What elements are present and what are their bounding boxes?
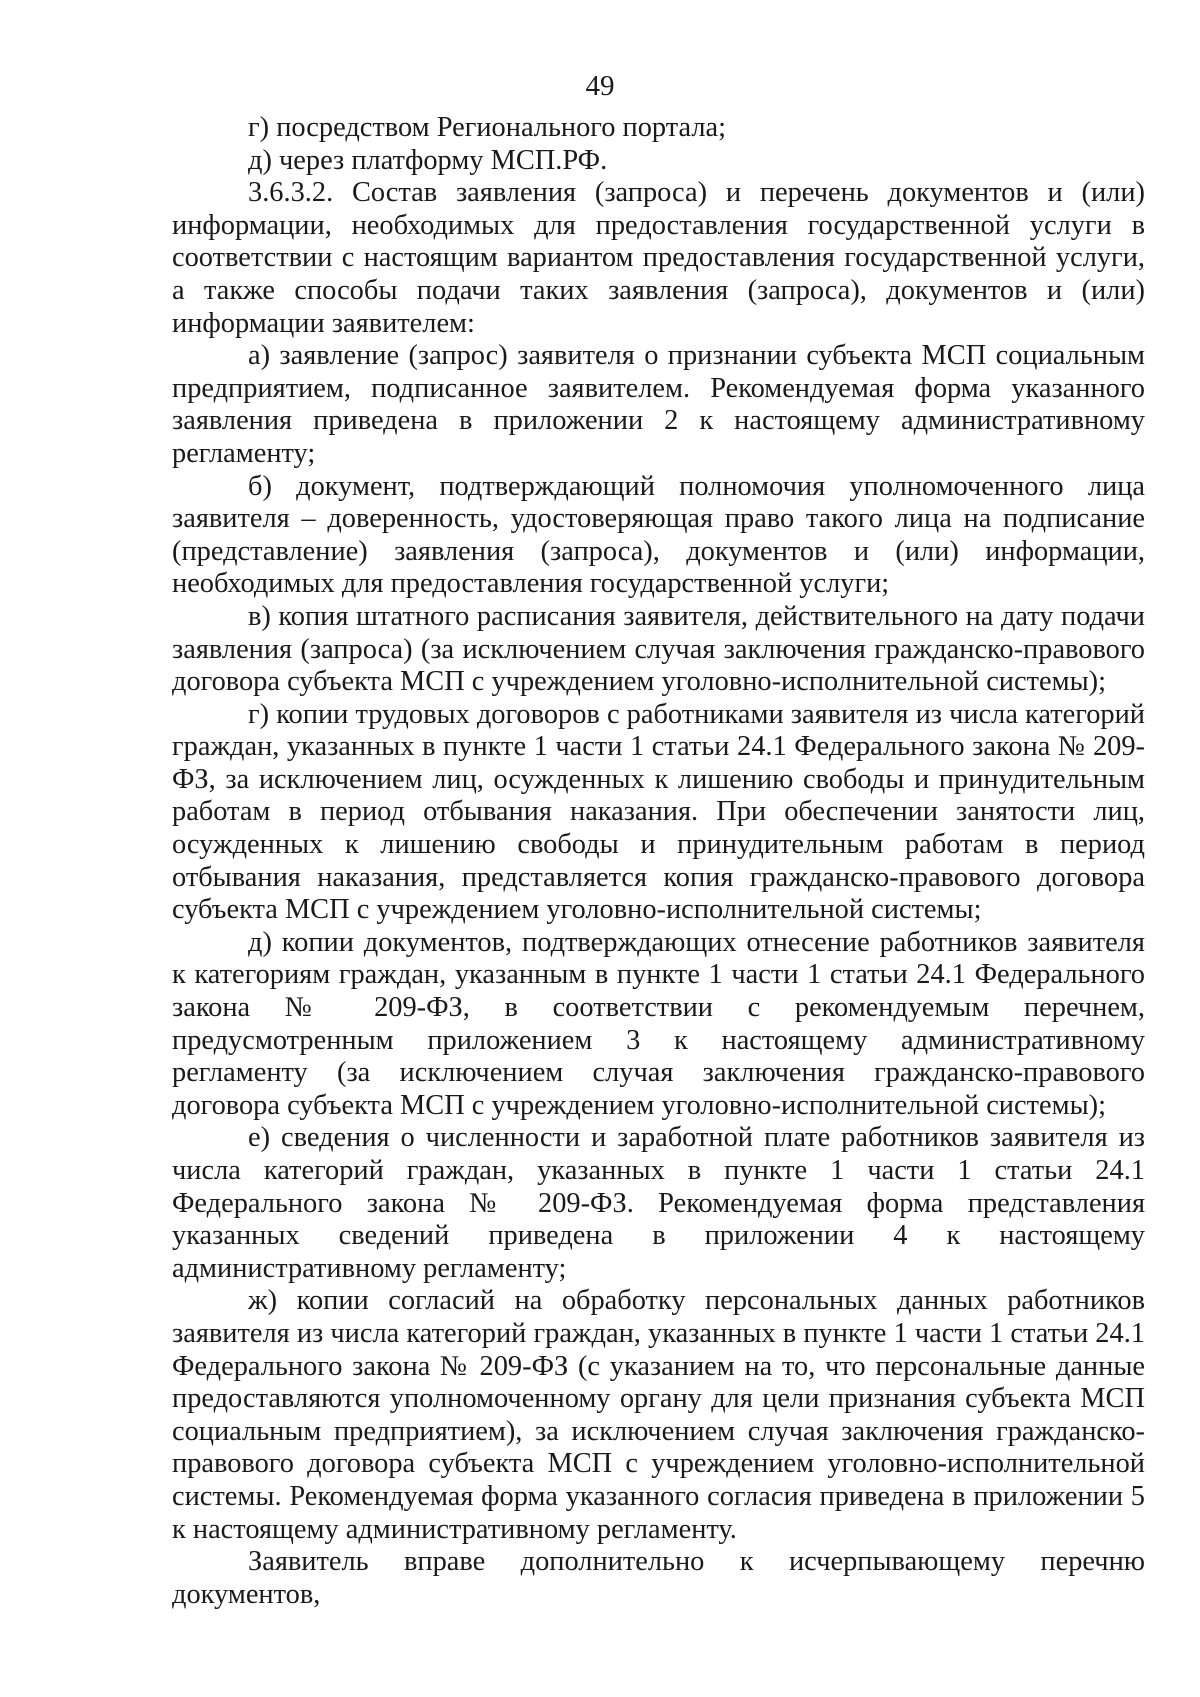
page-number: 49 <box>585 70 615 102</box>
document-body <box>172 112 1145 1611</box>
paragraph-item-d: д) копии документов, подтверждающих отнесение работников заявителя к категориям граждан, указанным в пункте 1 части 1 статьи 24.1 Федерального закона № 209-ФЗ, в соответствии с рекомендуемым перечнем, предусмотренным приложением 3 к настоящему административному регламенту (за исключением случая заключения гражданско-правового договора субъекта МСП с учреждением уголовно-исполнительной системы); <box>172 926 1145 1121</box>
paragraph-item-g-regional-portal: г) посредством Регионального портала; <box>248 112 726 143</box>
paragraph-item-d-msp-platform: д) через платформу МСП.РФ. <box>248 144 608 176</box>
paragraph-applicant-right: Заявитель вправе дополнительно к исчерпывающему перечню документов, <box>172 1546 1145 1610</box>
paragraph-3-6-3-2: 3.6.3.2. Состав заявления (запроса) и перечень документов и (или) информации, необходимых для предоставления государственной услуги в соответствии с настоящим вариантом предоставления государственной услуги, а также способы подачи таких заявления (запроса), документов и (или) информации заявителем: <box>172 177 1145 339</box>
paragraph-item-b: б) документ, подтверждающий полномочия уполномоченного лица заявителя – доверенность, удостоверяющая право такого лица на подписание (представление) заявления (запроса), документов и (или) информации, необходимых для предоставления государственной услуги; <box>172 470 1145 600</box>
paragraph-item-zh: ж) копии согласий на обработку персональных данных работников заявителя из числа категорий граждан, указанных в пункте 1 части 1 статьи 24.1 Федерального закона № 209-ФЗ (с указанием на то, что персональные данные предоставляются уполномоченному органу для цели признания субъекта МСП социальным предприятием), за исключением случая заключения гражданско-правового договора субъекта МСП с учреждением уголовно-исполнительной системы. Рекомендуемая форма указанного согласия приведена в приложении 5 к настоящему административному регламенту. <box>172 1285 1145 1545</box>
paragraph-item-v: в) копия штатного расписания заявителя, действительного на дату подачи заявления (запроса) (за исключением случая заключения гражданско-правового договора субъекта МСП с учреждением уголовно-исполнительной системы); <box>172 600 1145 698</box>
paragraph-item-e: е) сведения о численности и заработной плате работников заявителя из числа категорий граждан, указанных в пункте 1 части 1 статьи 24.1 Федерального закона № 209-ФЗ. Рекомендуемая форма представления указанных сведений приведена в приложении 4 к настоящему административному регламенту; <box>172 1122 1145 1284</box>
paragraph-item-g: г) копии трудовых договоров с работниками заявителя из числа категорий граждан, указанных в пункте 1 части 1 статьи 24.1 Федерального закона № 209-ФЗ, за исключением лиц, осужденных к лишению свободы и принудительным работам в период отбывания наказания. При обеспечении занятости лиц, осужденных к лишению свободы и принудительным работам в период отбывания наказания, представляется копия гражданско-правового договора субъекта МСП с учреждением уголовно-исполнительной системы; <box>172 698 1145 926</box>
paragraph-item-a: а) заявление (запрос) заявителя о признании субъекта МСП социальным предприятием, подписанное заявителем. Рекомендуемая форма указанного заявления приведена в приложении 2 к настоящему административному регламенту; <box>172 340 1145 469</box>
